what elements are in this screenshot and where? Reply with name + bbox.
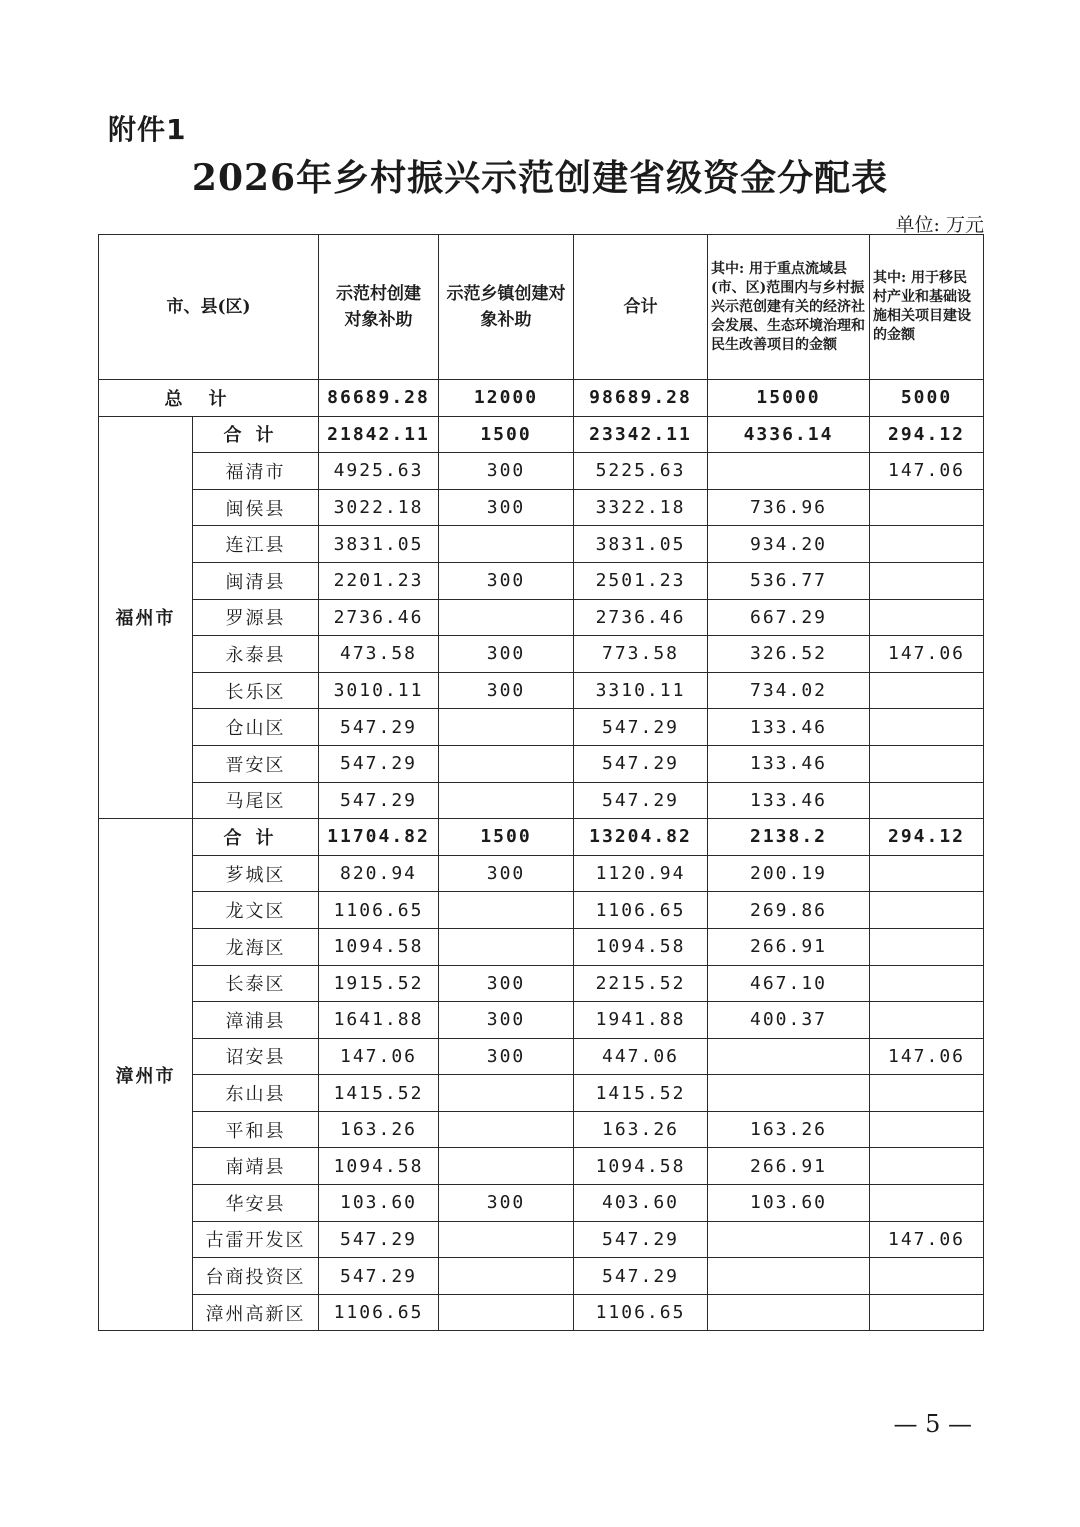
migrant-cell <box>870 672 984 709</box>
table-row <box>99 1221 984 1258</box>
village-cell: 163.26 <box>319 1111 439 1148</box>
migrant-cell <box>870 599 984 636</box>
village-cell: 1094.58 <box>319 1148 439 1185</box>
county-name: 龙文区 <box>193 892 319 929</box>
town-cell <box>439 709 574 746</box>
village-cell: 1915.52 <box>319 965 439 1002</box>
total-cell: 547.29 <box>574 1221 708 1258</box>
village-cell: 147.06 <box>319 1038 439 1075</box>
grand-total-row <box>99 380 984 417</box>
basin-cell: 4336.14 <box>708 416 870 453</box>
migrant-cell: 147.06 <box>870 636 984 673</box>
county-name: 漳州高新区 <box>193 1294 319 1331</box>
grand-total-village: 86689.28 <box>319 380 439 417</box>
town-cell: 300 <box>439 1002 574 1039</box>
county-name: 东山县 <box>193 1075 319 1112</box>
village-cell: 103.60 <box>319 1185 439 1222</box>
village-cell: 547.29 <box>319 709 439 746</box>
table-row <box>99 636 984 673</box>
town-cell <box>439 526 574 563</box>
migrant-cell: 147.06 <box>870 1221 984 1258</box>
town-cell: 300 <box>439 855 574 892</box>
village-cell: 547.29 <box>319 782 439 819</box>
village-cell: 4925.63 <box>319 453 439 490</box>
table-row <box>99 562 984 599</box>
unit-label: 单位: 万元 <box>895 214 984 236</box>
basin-cell: 269.86 <box>708 892 870 929</box>
total-cell: 3322.18 <box>574 489 708 526</box>
county-name: 台商投资区 <box>193 1258 319 1295</box>
village-cell: 547.29 <box>319 1258 439 1295</box>
total-cell: 1941.88 <box>574 1002 708 1039</box>
town-cell: 300 <box>439 1185 574 1222</box>
table-row <box>99 1075 984 1112</box>
basin-cell: 163.26 <box>708 1111 870 1148</box>
migrant-cell <box>870 892 984 929</box>
town-cell: 300 <box>439 489 574 526</box>
town-cell <box>439 782 574 819</box>
town-cell <box>439 745 574 782</box>
basin-cell: 467.10 <box>708 965 870 1002</box>
basin-cell <box>708 1075 870 1112</box>
total-cell: 1106.65 <box>574 1294 708 1331</box>
village-cell: 11704.82 <box>319 819 439 856</box>
basin-cell: 133.46 <box>708 782 870 819</box>
county-name: 芗城区 <box>193 855 319 892</box>
migrant-cell <box>870 1002 984 1039</box>
total-cell: 23342.11 <box>574 416 708 453</box>
county-name: 龙海区 <box>193 928 319 965</box>
table-row <box>99 855 984 892</box>
subtotal-label: 合计 <box>193 416 319 453</box>
total-cell: 1106.65 <box>574 892 708 929</box>
table-row <box>99 599 984 636</box>
basin-cell: 266.91 <box>708 1148 870 1185</box>
county-name: 福清市 <box>193 453 319 490</box>
village-cell: 21842.11 <box>319 416 439 453</box>
county-name: 永泰县 <box>193 636 319 673</box>
basin-cell: 2138.2 <box>708 819 870 856</box>
grand-total-label: 总计 <box>99 380 319 417</box>
total-cell: 13204.82 <box>574 819 708 856</box>
total-cell: 1094.58 <box>574 928 708 965</box>
county-name: 平和县 <box>193 1111 319 1148</box>
migrant-cell <box>870 1075 984 1112</box>
town-cell <box>439 1294 574 1331</box>
migrant-cell <box>870 745 984 782</box>
migrant-cell <box>870 1148 984 1185</box>
total-cell: 2215.52 <box>574 965 708 1002</box>
basin-cell: 326.52 <box>708 636 870 673</box>
county-name: 仓山区 <box>193 709 319 746</box>
migrant-cell <box>870 489 984 526</box>
town-cell <box>439 1111 574 1148</box>
grand-total-total: 98689.28 <box>574 380 708 417</box>
basin-cell: 200.19 <box>708 855 870 892</box>
table-row <box>99 928 984 965</box>
header-migrant-amount: 其中: 用于移民村产业和基础设施相关项目建设的金额 <box>870 235 984 380</box>
total-cell: 403.60 <box>574 1185 708 1222</box>
town-cell: 300 <box>439 672 574 709</box>
county-name: 南靖县 <box>193 1148 319 1185</box>
town-cell: 300 <box>439 965 574 1002</box>
table-row <box>99 892 984 929</box>
total-cell: 3310.11 <box>574 672 708 709</box>
grand-total-town: 12000 <box>439 380 574 417</box>
basin-cell <box>708 1038 870 1075</box>
county-name: 闽侯县 <box>193 489 319 526</box>
county-name: 华安县 <box>193 1185 319 1222</box>
migrant-cell <box>870 928 984 965</box>
basin-cell: 266.91 <box>708 928 870 965</box>
basin-cell: 667.29 <box>708 599 870 636</box>
total-cell: 2736.46 <box>574 599 708 636</box>
town-cell <box>439 1075 574 1112</box>
town-cell: 300 <box>439 453 574 490</box>
basin-cell <box>708 1258 870 1295</box>
total-cell: 547.29 <box>574 782 708 819</box>
county-name: 罗源县 <box>193 599 319 636</box>
total-cell: 5225.63 <box>574 453 708 490</box>
subtotal-label: 合计 <box>193 819 319 856</box>
village-cell: 3010.11 <box>319 672 439 709</box>
table-row <box>99 1185 984 1222</box>
table-row <box>99 1258 984 1295</box>
village-cell: 2736.46 <box>319 599 439 636</box>
migrant-cell <box>870 526 984 563</box>
migrant-cell <box>870 782 984 819</box>
town-cell: 300 <box>439 636 574 673</box>
migrant-cell <box>870 1294 984 1331</box>
town-cell <box>439 892 574 929</box>
table-row <box>99 782 984 819</box>
header-total: 合计 <box>574 235 708 380</box>
table-row <box>99 672 984 709</box>
grand-total-migrant: 5000 <box>870 380 984 417</box>
town-cell <box>439 599 574 636</box>
village-cell: 1106.65 <box>319 892 439 929</box>
total-cell: 547.29 <box>574 745 708 782</box>
village-cell: 547.29 <box>319 1221 439 1258</box>
header-basin-amount: 其中: 用于重点流域县(市、区)范围内与乡村振兴示范创建有关的经济社会发展、生态环境治理和民生改善项目的金额 <box>708 235 870 380</box>
table-row <box>99 1148 984 1185</box>
header-town-subsidy: 示范乡镇创建对象补助 <box>439 235 574 380</box>
total-cell: 1120.94 <box>574 855 708 892</box>
migrant-cell: 147.06 <box>870 1038 984 1075</box>
city-cell: 福州市 <box>99 416 193 819</box>
town-cell: 300 <box>439 1038 574 1075</box>
table-row <box>99 1002 984 1039</box>
basin-cell: 934.20 <box>708 526 870 563</box>
table-row <box>99 526 984 563</box>
migrant-cell <box>870 965 984 1002</box>
table-row <box>99 745 984 782</box>
migrant-cell: 294.12 <box>870 819 984 856</box>
migrant-cell: 294.12 <box>870 416 984 453</box>
migrant-cell <box>870 709 984 746</box>
village-cell: 3831.05 <box>319 526 439 563</box>
village-cell: 1415.52 <box>319 1075 439 1112</box>
migrant-cell <box>870 1185 984 1222</box>
basin-cell: 734.02 <box>708 672 870 709</box>
town-cell: 300 <box>439 562 574 599</box>
subtotal-row <box>99 819 984 856</box>
migrant-cell <box>870 1111 984 1148</box>
town-cell: 1500 <box>439 819 574 856</box>
document-title: 2026年乡村振兴示范创建省级资金分配表 <box>191 157 889 199</box>
village-cell: 2201.23 <box>319 562 439 599</box>
basin-cell <box>708 1221 870 1258</box>
table-row <box>99 489 984 526</box>
county-name: 晋安区 <box>193 745 319 782</box>
table-row <box>99 709 984 746</box>
total-cell: 1094.58 <box>574 1148 708 1185</box>
allocation-table <box>98 234 984 1331</box>
total-cell: 773.58 <box>574 636 708 673</box>
basin-cell <box>708 453 870 490</box>
header-row <box>99 235 984 380</box>
subtotal-row <box>99 416 984 453</box>
village-cell: 1641.88 <box>319 1002 439 1039</box>
attachment-label: 附件1 <box>108 113 187 146</box>
basin-cell: 736.96 <box>708 489 870 526</box>
county-name: 古雷开发区 <box>193 1221 319 1258</box>
county-name: 漳浦县 <box>193 1002 319 1039</box>
city-cell: 漳州市 <box>99 819 193 1331</box>
village-cell: 473.58 <box>319 636 439 673</box>
town-cell: 1500 <box>439 416 574 453</box>
header-village-subsidy: 示范村创建对象补助 <box>319 235 439 380</box>
migrant-cell: 147.06 <box>870 453 984 490</box>
county-name: 诏安县 <box>193 1038 319 1075</box>
total-cell: 1415.52 <box>574 1075 708 1112</box>
county-name: 闽清县 <box>193 562 319 599</box>
total-cell: 447.06 <box>574 1038 708 1075</box>
grand-total-basin: 15000 <box>708 380 870 417</box>
basin-cell: 536.77 <box>708 562 870 599</box>
total-cell: 163.26 <box>574 1111 708 1148</box>
total-cell: 3831.05 <box>574 526 708 563</box>
header-region: 市、县(区) <box>99 235 319 380</box>
total-cell: 547.29 <box>574 1258 708 1295</box>
total-cell: 2501.23 <box>574 562 708 599</box>
table-row <box>99 1038 984 1075</box>
town-cell <box>439 1148 574 1185</box>
basin-cell: 133.46 <box>708 745 870 782</box>
town-cell <box>439 1258 574 1295</box>
basin-cell <box>708 1294 870 1331</box>
county-name: 马尾区 <box>193 782 319 819</box>
page-number: — 5 — <box>893 1410 972 1438</box>
village-cell: 3022.18 <box>319 489 439 526</box>
migrant-cell <box>870 1258 984 1295</box>
table-row <box>99 1111 984 1148</box>
basin-cell: 400.37 <box>708 1002 870 1039</box>
basin-cell: 133.46 <box>708 709 870 746</box>
town-cell <box>439 928 574 965</box>
county-name: 连江县 <box>193 526 319 563</box>
table-row <box>99 1294 984 1331</box>
county-name: 长泰区 <box>193 965 319 1002</box>
table-row <box>99 965 984 1002</box>
basin-cell: 103.60 <box>708 1185 870 1222</box>
county-name: 长乐区 <box>193 672 319 709</box>
village-cell: 547.29 <box>319 745 439 782</box>
migrant-cell <box>870 855 984 892</box>
migrant-cell <box>870 562 984 599</box>
total-cell: 547.29 <box>574 709 708 746</box>
town-cell <box>439 1221 574 1258</box>
table-row <box>99 453 984 490</box>
village-cell: 820.94 <box>319 855 439 892</box>
village-cell: 1094.58 <box>319 928 439 965</box>
village-cell: 1106.65 <box>319 1294 439 1331</box>
